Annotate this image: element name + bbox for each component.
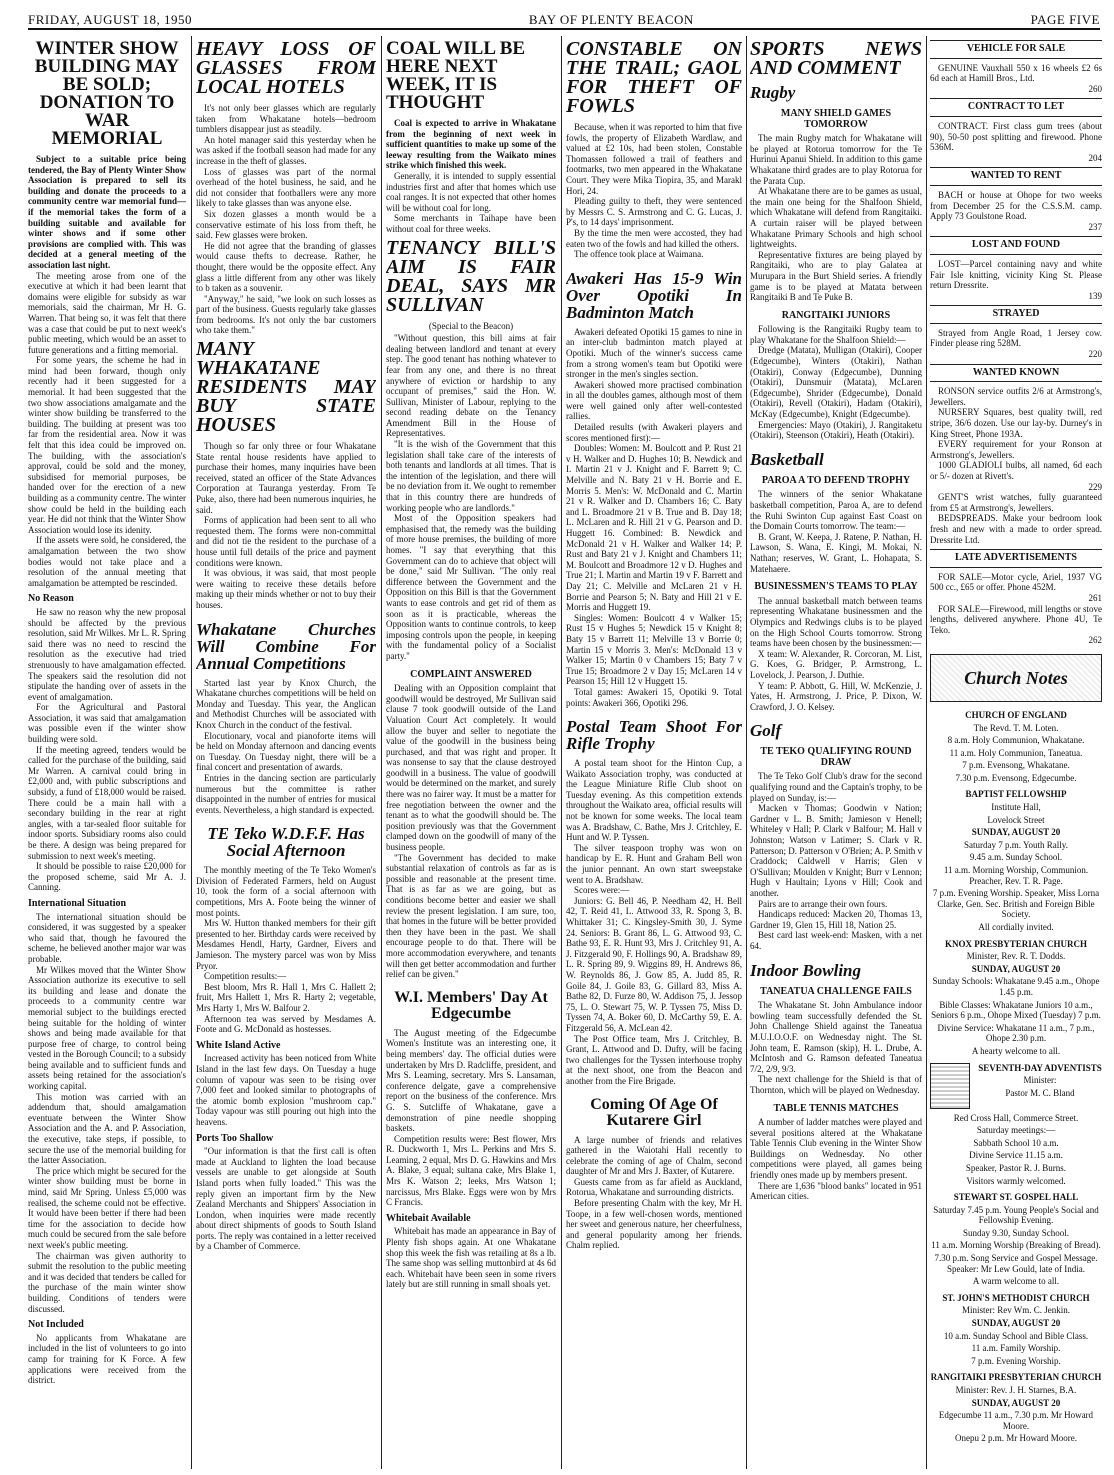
article-paragraph: If the meeting agreed, tenders would be called for the purchase of the building, said Mr Warren. A carnival could bring in £2,000 and, with public subscriptions and subsidy, a fund of £18,000 would be raised. There could be a main hall with a secondary building in the rear at right angles, with a tar-sealed floor suitable for indoor sports. Subsidiary rooms also could be there. A design was being prepared for submission to next week's meeting.: [28, 744, 186, 861]
headline-glasses: HEAVY LOSS OF GLASSES FROM LOCAL HOTELS: [196, 38, 376, 98]
church-name: STEWART ST. GOSPEL HALL: [953, 1192, 1079, 1203]
church-notes-title: Church Notes: [964, 667, 1068, 688]
church-line: Saturday 7 p.m. Youth Rally.: [964, 839, 1068, 850]
article-paragraph: Doubles: Women: M. Boulcott and P. Rust 21 v H. Walker and D. Hughes 10; B. Newdick and I. Martin 21 v J. Knight and F. Barrett 9; C. Melville and N. Baty 21 v H. Borrie and E. Morris 5. Men's: W. McDonald and C. Martin 21 v R. Walker and D. Chambers 16; C. Baty and L. Broadmore 21 v B. True and B. Day 18; L. McLaren and R. Hill 21 v G. Pearson and D. Huggett 16. Combined: B. Newdick and McDonald 21 v H. Walker and Walker 14; P. Rust and Baty 21 v J. Knight and Chambers 11; M. Boulcott and Broadmore 12 v D. Hughes and True 21; I. Martin and Martin 19 v F. Barrett and Day 21; C. Melville and McLaren 21 v H. Borrie and Pearson 5; N. Baty and Hill 21 v E. Morris and Huggett 19.: [566, 443, 742, 613]
article-paragraph: The Whakatane St. John Ambulance indoor bowling team successfully defended the St. John Challenge Shield against the Taneatua M.U.I.O.O.F. on Wednesday night. The St. John team, E. Ramson (skip), H. L. Drube, A. McIntosh and G. Ramson defeated Taneatua 7/2, 2/9, 9/3.: [750, 1000, 922, 1074]
subheading: Whitebait Available: [386, 1212, 471, 1224]
article-paragraph: Total games: Awakeri 15, Opotiki 9. Total points: Awakeri 366, Opotiki 296.: [566, 686, 742, 708]
church-line: Saturday 7.45 p.m. Young People's Social and Fellowship Evening.: [933, 1204, 1099, 1226]
classified-ad: NURSERY Squares, best quality twill, red stripe, 36/6 dozen. Use our lay-by. Durney's in King Street, Phone 193A.: [930, 407, 1102, 439]
ad-number: 229: [1088, 481, 1102, 492]
article-paragraph: Whitebait has made an appearance in Bay of Plenty fish shops again. At one Whakatane shop this week the fish was retailing at 8s a lb. The same shop was selling muttonbird at 4s 6d each. Whitebait have been seen in some rivers lately but are still running in small shoals yet.: [386, 1226, 556, 1290]
article-paragraph: Dealing with an Opposition complaint that goodwill would be destroyed, Mr Sullivan said clause 7 took goodwill outside of the Land Valuation Court Act completely. It would allow the buyer and seller to negotiate the value of the goodwill in the business being purchased, and that was right and proper. It was nonsense to say that the clause destroyed goodwill in a business. The value of goodwill would be determined on the market, and surely there was no fairer way. It must be a matter for free negotiation between the owner and the tenant as to what the goodwill should be. The position previously was that the Government clamped down on the goodwill of many of the business people.: [386, 683, 556, 853]
church-name: ST. JOHN'S METHODIST CHURCH: [942, 1292, 1090, 1303]
article-paragraph: The offence took place at Waimana.: [574, 249, 704, 260]
church-name: CHURCH OF ENGLAND: [965, 709, 1067, 720]
article-paragraph: A postal team shoot for the Hinton Cup, a Waikato Association trophy, was conducted at the League Miniature Rifle Club shoot on Tuesday evening. As this competition extends throughout the Waikato area, official results will not be known for some weeks. The local team was A. Bradshaw, C. Bathe, Mrs J. Critchley, E. Hunt and W. P. Tyssen.: [566, 758, 742, 843]
article-paragraph: "It is the wish of the Government that this legislation shall take care of the interests of both tenants and landlords at all times. That is the intention of the legislation, and there will be no deviation from it. We ought to remember that in this country there are hundreds of working people who are landlords.": [386, 439, 556, 513]
headline-winter-show: WINTER SHOW BUILDING MAY BE SOLD; DONATION TO WAR MEMORIAL: [34, 38, 180, 149]
article-paragraph: An hotel manager said this yesterday when he was asked if the football season had made for any increase in the theft of glasses.: [196, 134, 376, 166]
ad-heading: CONTRACT TO LET: [930, 98, 1102, 117]
headline-churches: Whakatane Churches Will Combine For Annual Competitions: [196, 619, 376, 673]
article-paragraph: Singles: Women: Boulcott 4 v Walker 15; Rust 15 v Hughes 5; Newdick 15 v Knight 8; Baty 15 v Barrett 11; Melville 13 v Borrie 0; Martin 15 v Morris 3. Men's: McDonald 13 v Walker 15; Martin 0 v Chambers 15; Baty 7 v True 15; Broadmore 2 v Day 15; McLaren 14 v Pearson 15; Hill 12 v Huggett 15.: [566, 612, 742, 687]
headline-rifle: Postal Team Shoot For Rifle Trophy: [566, 717, 742, 754]
article-paragraph: Macken v Thomas; Goodwin v Nation; Gardner v L. B. Smith; Jamieson v Henell; Whiteley v Hall; P. Clark v Balfour; M. Hall v Johnston; Watson v Latimer; S. Clark v R. Patterson; D. Patterson v O'Brien; A. P. Smith v Craddock; Caldwell v Harris; Glen v O'Sullivan; Moulden v Knight; Burr v Lennon; Hugh v Haultain; Lyons v Hill; Cook and another.: [750, 803, 922, 898]
church-name: KNOX PRESBYTERIAN CHURCH: [944, 938, 1087, 949]
subheading: COMPLAINT ANSWERED: [410, 668, 532, 680]
ad-heading: LOST AND FOUND: [930, 236, 1102, 255]
article-lead: Coal is expected to arrive in Whakatane from the beginning of next week in sufficient quantities to make up some of the leeway resulting from the Waikato mines strike which finished this week.: [386, 118, 556, 171]
article-paragraph: The silver teaspoon trophy was won on handicap by E. R. Hunt and Graham Bell won the junior pennant. An own start sweepstake went to A. Bradshaw.: [566, 842, 742, 885]
church-notes-banner: [930, 654, 1102, 702]
article-paragraph: Emergencies: Mayo (Otakiri), J. Rangitaketu (Otakiri), Steenson (Otakiri), Heath (Otakiri).: [750, 419, 922, 441]
section-rugby: Rugby: [750, 83, 796, 102]
bible-icon: [930, 1063, 970, 1109]
section-indoor-bowling: Indoor Bowling: [750, 960, 862, 980]
subheading: MANY SHIELD GAMES TOMORROW: [780, 108, 892, 130]
church-name: RANGITAIKI PRESBYTERIAN CHURCH: [930, 1372, 1102, 1383]
article-paragraph: Though so far only three or four Whakatane State rental house residents have applied to purchase their homes, many inquiries have been received, stated an officer of the State Advances Corporation at Tauranga yesterday. From Te Puke, also, there had been numerous inquiries, he said.: [196, 441, 376, 515]
classified-ad: GENT'S wrist watches, fully guaranteed from £5 at Armstrong's, Jewellers.: [930, 492, 1102, 513]
article-paragraph: Scores were:—: [574, 885, 630, 896]
church-line: Saturday meetings:—: [976, 1125, 1056, 1136]
column-4: [566, 36, 742, 1469]
church-line: A hearty welcome to all.: [971, 1045, 1061, 1056]
classified-ad: RONSON service outfits 2/6 at Armstrong's, Jewellers.: [930, 386, 1102, 407]
church-line: Minister, Rev. R. T. Dodds.: [966, 951, 1066, 962]
article-paragraph: The chairman was given authority to submit the resolution to the public meeting and it was decided that tenders be called for the purchase of the main winter show building. Conditions of tenders were discussed.: [28, 1250, 186, 1314]
classified-ad: GENUINE Vauxhall 550 x 16 wheels £2 6s 6d each at Hamill Bros., Ltd.: [930, 62, 1102, 84]
subheading: RANGITAIKI JUNIORS: [781, 309, 891, 321]
article-paragraph: The Te Teko Golf Club's draw for the second qualifying round and the Captain's trophy, to be played on Sunday, is:—: [750, 771, 922, 803]
church-line: Sunday Schools: Whakatane 9.45 a.m., Ohope 1.45 p.m.: [932, 976, 1100, 997]
church-date: SUNDAY, AUGUST 20: [971, 1318, 1061, 1329]
church-line: 7 p.m. Evening Worship. Speaker, Miss Lorna Clarke, Gen. Sec. British and Foreign Bible Society.: [932, 888, 1100, 920]
article-paragraph: It should be possible to raise £20,000 for the proposed scheme, said Mr A. J. Canning.: [28, 861, 186, 893]
article-paragraph: Generally, it is intended to supply essential industries first and after that homes which use coal ranges. It is not expected that other homes will be without coal for long.: [386, 170, 556, 213]
article-paragraph: Entries in the dancing section are particularly numerous but the committee is rather disappointed in the number of entries for musical events. Nevertheless, a high standard is expected.: [196, 772, 376, 815]
church-line: 7 p.m. Evensong, Whakatane.: [962, 760, 1070, 771]
column-rule: [746, 36, 747, 1469]
article-paragraph: Because, when it was reported to him that five fowls, the property of Elizabeth Wardlaw, and valued at £2 10s, had been stolen, Constable Thomassen followed a trail of feathers and footmarks, two men appeared in the Whakatane Court. They were Mika Tiopira, 35, and Marakl Hori, 24.: [566, 122, 742, 196]
article-paragraph: The main Rugby match for Whakatane will be played at Rotorua tomorrow for the Te Hurinui Apanui Shield. In addition to this game Whakatane third grades are to play Rotorua for the Parata Cup.: [750, 133, 922, 186]
column-rule: [191, 36, 192, 1469]
article-paragraph: By the time the men were accosted, they had eaten two of the fowls and had killed the others.: [566, 227, 742, 249]
article-paragraph: Best card last week-end: Masken, with a net 64.: [750, 930, 922, 951]
church-line: 9.45 a.m. Sunday School.: [969, 852, 1063, 863]
church-line: Visitors warmly welcomed.: [966, 1175, 1066, 1186]
church-line: 11 a.m. Holy Communion, Taneatua.: [949, 747, 1083, 758]
column-rule: [926, 36, 927, 1469]
article-paragraph: "Our information is that the first call is often made at Auckland to lighten the load because vessels are unable to get alongside at South Island ports when fully loaded." This was the reply given an important firm by the New Zealand Merchants and Shippers' Association in London, when inquiries were made recently about direct shipments of goods to South Island ports. The reply was contained in a letter received by a Chamber of Commerce.: [196, 1146, 376, 1252]
subheading: BUSINESSMEN'S TEAMS TO PLAY: [754, 581, 918, 593]
masthead: [28, 8, 1100, 30]
article-paragraph: Guests came from as far afield as Auckland, Rotorua, Whakatane and surrounding districts.: [566, 1176, 742, 1198]
church-line: 11 a.m. Family Worship.: [971, 1343, 1061, 1354]
church-name: SEVENTH-DAY ADVENTISTS: [978, 1062, 1102, 1073]
ad-heading: VEHICLE FOR SALE: [930, 40, 1102, 59]
classified-ad: CONTRACT. First class gum trees (about 90), 50-50 post splitting and firewood. Phone 536M.: [930, 120, 1102, 153]
article-paragraph: For some years, the scheme he had in mind had been forward, though only recently had it been suggested for a memorial. It had been suggested that the two show associations amalgamate and the winter show building be transferred to the building. The building at present was too far from the residential area. Now it was felt that this idea could be improved on. The building, with the association's approval, could be sold and the money, subsidised for memorial purposes, be handed over for the erection of a new building as a community centre. The winter show could be held in the building each year. He did not think that the Winter Show Association would lose its idenity.: [28, 355, 186, 535]
classified-ad: BACH or house at Ohope for two weeks from December 25 for the C.S.S.M. camp. Apply 73 Goulstone Road.: [930, 189, 1102, 222]
column-1: [28, 36, 186, 1469]
church-line: 7.30 p.m. Evensong, Edgecumbe.: [955, 772, 1077, 783]
headline-state-houses: MANY WHAKATANE RESIDENTS MAY BUY STATE HOUSES: [196, 338, 376, 437]
classified-ad: FOR SALE—Firewood, mill lengths or stove lengths, delivered anywhere. Phone 4U, Te Teko.: [930, 603, 1102, 635]
byline: (Special to the Beacon): [428, 320, 514, 331]
ad-heading: STRAYED: [930, 305, 1102, 324]
article-paragraph: Best bloom, Mrs R. Hall 1, Mrs C. Hallett 2; fruit, Mrs Hallett 1, Mrs R. Harty 2; vegetable, Mrs Harty 1, Mrs W. Balfour 2.: [196, 981, 376, 1013]
church-line: Divine Service 11.15 a.m.: [969, 1150, 1063, 1161]
church-line: Edgecumbe 11 a.m., 7.30 p.m. Mr Howard Moore.: [938, 1410, 1094, 1431]
article-paragraph: Mrs W. Hutton thanked members for their gift presented to her. Birthday cards were received by Mesdames Hendl, Harty, Gardner, Eivers and Jamieson. The mystery parcel was won by Miss Pryor.: [196, 918, 376, 971]
church-line: 7.30 p.m. Song Service and Gospel Message. Speaker: Mr Lew Gould, late of India.: [934, 1253, 1098, 1274]
newspaper-title: BAY OF PLENTY BEACON: [528, 12, 694, 27]
article-paragraph: Handicaps reduced: Macken 20, Thomas 13, Gardner 19, Glen 15, Hill 18, Nation 25.: [750, 909, 922, 930]
section-golf: Golf: [750, 721, 782, 741]
subheading: TANEATUA CHALLENGE FAILS: [760, 985, 912, 997]
church-line: Lovelock Street: [987, 814, 1045, 825]
article-paragraph: Awakeri showed more practised combination in all the doubles games, although most of them were well gained only after well-contested rallies.: [566, 379, 742, 422]
classified-ad: BEDSPREADS. Make your bedroom look fresh and new with a made to order spread. Dressrite Ltd.: [930, 513, 1102, 545]
church-line: 11 a.m. Morning Worship, Communion. Preacher, Rev. T. R. Page.: [943, 865, 1089, 886]
article-paragraph: For the Agricultural and Pastoral Association, it was said that amalgamation was possible even if the winter show building were sold.: [28, 702, 186, 745]
ad-number: 220: [1088, 349, 1102, 360]
church-line: Sabbath School 10 a.m.: [973, 1137, 1059, 1148]
church-line: Sunday 9.30, Sunday School.: [962, 1227, 1069, 1238]
section-basketball: Basketball: [750, 449, 824, 469]
column-2: [196, 36, 376, 1469]
headline-constable: CONSTABLE ON THE TRAIL; GAOL FOR THEFT OF FOWLS: [566, 38, 742, 117]
church-line: Divine Service: Whakatane 11 a.m., 7 p.m., Ohope 2.30 p.m.: [937, 1022, 1095, 1044]
article-paragraph: B. Grant, W. Keepa, J. Ratene, P. Nathan, H. Lawson, S. Wana, E. Kingi, M. Mokai, N. Nathan; reserves, W. Grant, L. Hohapata, S. Matehaere.: [750, 531, 922, 574]
article-paragraph: The annual basketball match between teams representing Whakatane businessmen and the Olympics and Redwings clubs is to be played on the High School Courts tomorrow. Strong teams have been chosen by the businessmen:—: [750, 595, 922, 649]
article-paragraph: A number of ladder matches were played and several positions altered at the Whakatane Table Tennis Club evening in the Winter Show Buildings on Wednesday. No other competitions were played, all games being friendly ones made up by members present.: [750, 1117, 922, 1181]
article-paragraph: "The Government has decided to make substantial relaxation of controls as far as is possible and reasonable at the present time. That is as far as we are going, but as conditions become better and easier we shall review the present legislation. I am sure, too, that homes in the future will be better provided then they have been in the past. We shall encourage people to do that. There will be more accommodation everywhere, and tenants will then get better accommodation and further relief can be given.": [386, 852, 556, 980]
ad-number: 237: [1088, 221, 1102, 232]
church-line: All cordially invited.: [978, 922, 1054, 932]
article-paragraph: Most of the Opposition speakers had emphasised that, the remedy was the building of more house premises, the building of more homes. "I say that everything that this Government can do to achieve that object will be done," said Mr Sullivan. "The only real difference between the Government and the Opposition on this Bill is that the Government wants to ease controls and get rid of them as soon as it is practicable, whereas the Opposition wants to continue controls, to keep imposing controls upon the people, in keeping with the fundamental policy of a Socialist party.": [386, 513, 556, 661]
article-paragraph: The monthly meeting of the Te Teko Women's Division of Federated Farmers, held on August 10, took the form of a social afternoon with competitions, Mrs A. Foote being the winner of most points.: [196, 865, 376, 918]
ad-number: 261: [1088, 592, 1102, 603]
church-line: Minister:: [1023, 1075, 1057, 1086]
article-paragraph: A large number of friends and relatives gathered in the Waiotahi Hall recently to celebrate the coming of age of Chalm, second daughter of Mr and Mrs J. Baxter, of Kutarere.: [566, 1134, 742, 1177]
church-line: Speaker, Pastor R. J. Burns.: [965, 1162, 1067, 1173]
article-paragraph: Juniors: G. Bell 46, P. Needham 42, H. Bell 42, T. Reid 41, L. Attwood 33, R. Spong 3, B. Whittaker 31; C. Kingsley-Smith 30, J. Syme 24. Seniors: B. Grant 86, L. G. Attwood 93, C. Bathe 93, E. R. Hunt 93, Mrs J. Critchley 91, A. J. Fitzgerald 90, F. Hollings 90, A. Bradshaw 89, L. R. Spring 89, 9. Wiggins 89, H. Andrews 86, W. Reynolds 86, J. Gow 85, A. Judd 85, R. Goile 84, J. Goile 83, G. Gillard 83, Miss A. Bathe 82, D. Furze 80, W. Addison 75, J. Jessop 75, L. O. Stewart 75, W. P. Tyssen 75, Miss D. Tyssen 74, A. Boker 60, D. McCarthy 59, E. A. Fitzgerald 56, A. McLean 42.: [566, 895, 742, 1033]
church-line: The Revd. T. M. Loten.: [973, 722, 1059, 733]
subheading: PAROA A TO DEFEND TROPHY: [761, 474, 911, 486]
article-paragraph: Detailed results (with Awakeri players and scores mentioned first):—: [566, 422, 742, 443]
church-date: SUNDAY, AUGUST 20: [971, 827, 1061, 838]
article-paragraph: Competition results were: Best flower, Mrs R. Duckworth 1, Mrs L. Perkins and Mrs S. Leaming, 2 equal, Mrs D. G. Hawkins and Mrs A. Blake, 3 equal; sultana cake, Mrs Blake 1, Mrs K. Watson 2; leeks, Mrs Watson 1; narcissus, Mrs Blake. Eggs were won by Mrs C Francis.: [386, 1133, 556, 1208]
article-paragraph: Competition results:—: [204, 971, 287, 982]
classified-ad: Strayed from Angle Road, 1 Jersey cow. Finder please ring 528M.: [930, 327, 1102, 349]
article-paragraph: The winners of the senior Whakatane basketball competition, Paroa A, are to defend the Ruhi Swinton Cup against East Coast on the Domain Courts tomorrow. The team:—: [750, 489, 922, 532]
article-paragraph: Increased activity has been noticed from White Island in the last few days. On Tuesday a huge column of vapour was seen to be rising over 7,000 feet and looked similar to photographs of the atomic bomb explosion "mushroom cap." Today vapour was still pouring out high into the heavens.: [196, 1053, 376, 1127]
column-3: [386, 36, 556, 1469]
article-lead: Subject to a suitable price being tendered, the Bay of Plenty Winter Show Association is prepared to sell its building and donate the proceeds to a community centre war memorial fund—if the memorial takes the form of a building suitable and available for winter shows and if some other provisions are complied with. This was decided at a general meeting of the association last night.: [28, 154, 186, 270]
article-paragraph: Y team: P. Abbott, G. Hill, W. McKenzie, J. Yates, H. Armstrong, J. Price, P. Dixon, W. Crawford, J. O. Kelsey.: [750, 680, 922, 712]
church-line: 7 p.m. Evening Worship.: [971, 1355, 1061, 1366]
article-paragraph: Before presenting Chalm with the key, Mr H. Toope, in a few well-chosen words, mentioned her sweet and generous nature, her cheerfulness, and general popularity among her friends. Chalm replied.: [566, 1198, 742, 1251]
subheading: TABLE TENNIS MATCHES: [773, 1102, 899, 1114]
headline-wdff: TE Teko W.D.F.F. Has Social Afternoon: [207, 824, 365, 861]
classified-ad: 1000 GLADIOLI bulbs, all named, 6d each or 5/- dozen at Rivett's.: [930, 460, 1102, 481]
ad-heading: LATE ADVERTISEMENTS: [930, 549, 1102, 568]
article-paragraph: The international situation should be considered, it was suggested by a speaker who said that, though he favoured the scheme, he believed another major war was probable.: [28, 911, 186, 964]
subheading: TE TEKO QUALIFYING ROUND DRAW: [760, 746, 912, 768]
ad-heading: WANTED TO RENT: [930, 167, 1102, 186]
article-paragraph: Afternoon tea was served by Mesdames A. Foote and G. McDonald as hostesses.: [196, 1013, 376, 1035]
article-paragraph: There are 1,636 "blood banks" located in 951 American cities.: [750, 1180, 922, 1202]
article-paragraph: "Without question, this bill aims at fair dealing between landlord and tenant at every step. The good tenant has nothing whatever to fear from any one, and there is no threat anywhere of eviction or hardship to any occupant of premises," said the Hon. W. Sullivan, Minister of Labour, replying to the second reading debate on the Tenancy Amendment Bill in the House of Representatives.: [386, 333, 556, 439]
article-paragraph: The price which might be secured for the winter show building must be borne in mind, said Mr Spring. Unless £5,000 was realised, the scheme could not be effective. It would have been better if there had been time for the association to decide how much could be secured from the sale before next week's public meeting.: [28, 1165, 186, 1250]
church-date: SUNDAY, AUGUST 20: [971, 963, 1061, 974]
article-paragraph: Pleading guilty to theft, they were sentenced by Messrs C. S. Armstrong and C. G. Lucas, J. P's, to 14 days' imprisonment.: [566, 196, 742, 228]
article-paragraph: Started last year by Knox Church, the Whakatane churches competitions will be held on Monday and Tuesday. This year, the Anglican and Methodist Churches will be associated with Knox Church in the conduct of the festival.: [196, 677, 376, 730]
column-6-classifieds: [930, 36, 1102, 1469]
ad-number: 204: [1088, 152, 1102, 163]
ad-heading: WANTED KNOWN: [930, 364, 1102, 383]
column-5: [750, 36, 922, 1469]
article-paragraph: It's not only beer glasses which are regularly taken from Whakatane hotels—bedroom tumblers disappear just as steadily.: [196, 103, 376, 135]
article-paragraph: No applicants from Whakatane are included in the list of volunteers to go into camp for training for K Force. A few applications were received from the district.: [28, 1332, 186, 1386]
church-line: Minister: Rev Wm. C. Jenkin.: [961, 1305, 1071, 1316]
church-line: 8 a.m. Holy Communion, Whakatane.: [947, 735, 1085, 746]
church-line: Bible Classes: Whakatane Juniors 10 a.m., Seniors 6 p.m., Ohope Mixed (Tuesday) 7 p.m.: [931, 999, 1101, 1021]
article-paragraph: Dredge (Matata), Mulligan (Otakiri), Cooper (Edgecumbe), Winters (Otakiri), Nathan (Otakiri), Conway (Edgecumbe), Dunning (Otakiri), Dunsmuir (Matata), McLaren (Edgecumbe), Shrider (Edgecumbe), Donald (Otakiri), Revell (Otakiri), Hadam (Otakiri), McKay (Edgecumbe), Knight (Edgecumbe).: [750, 345, 922, 420]
church-line: 11 a.m. Morning Worship (Breaking of Bread).: [931, 1240, 1101, 1251]
church-line: A warm welcome to all.: [972, 1276, 1060, 1287]
headline-sports: SPORTS NEWS AND COMMENT: [750, 38, 922, 79]
headline-coal: COAL WILL BE HERE NEXT WEEK, IT IS THOUGHT: [386, 38, 526, 113]
article-paragraph: Loss of glasses was part of the normal overhead of the hotel business, he said, and he did not consider that footballers were any more likely to take glasses than was anyone else.: [196, 166, 376, 209]
article-paragraph: This motion was carried with an addendum that, should amalgamation eventuate between the Winter Show Association and the A. and P. Association, the executive, take steps, if possible, to secure the use of the memorial building for the latter Association.: [28, 1091, 186, 1166]
classified-ad: LOST—Parcel containing navy and white Fair Isle knitting, vicinity King St. Please return Dressrite.: [930, 258, 1102, 291]
church-line: Red Cross Hall, Commerce Street.: [953, 1112, 1079, 1123]
headline-kutarere: Coming Of Age Of Kutarere Girl: [590, 1095, 718, 1129]
article-paragraph: If the assets were sold, he considered, the amalgamation between the two show bodies would not take place and a resolution of the annual meeting that amalgamation be attempted be rescinded.: [28, 535, 186, 588]
classified-ad: FOR SALE—Motor cycle, Ariel, 1937 VG 500 cc., £65 or offer. Phone 452M.: [930, 571, 1102, 593]
ad-number: 139: [1088, 290, 1102, 301]
article-paragraph: The meeting arose from one of the executive at which it had been learnt that domains were eligible for subsidy as war memorials, said the chairman, Mr H. G. Warren. That being so, it was felt that there was a case that could be put to next week's public meeting, which would be an asset to future generations and a fitting memorial.: [28, 270, 186, 355]
article-paragraph: The August meeting of the Edgecumbe Women's Institute was an interesting one, it being members' day. The official duties were undertaken by Mrs D. Radcliffe, president, and Mrs S. Leaming, secretary. Mrs S. Lansaman, conference delgate, gave a comprehensive report on the business of the conference. Mrs G. S. Sutcliffe of Whakatane, gave a demonstration of pine needle shopping baskets.: [386, 1027, 556, 1134]
article-paragraph: Awakeri defeated Opotiki 15 games to nine in an inter-club badminton match played at Opotiki. Much of the winner's success came from a strong women's team but Opotiki were stronger in the men's singles section.: [566, 326, 742, 380]
article-paragraph: It was obvious, it was said, that most people were waiting to receive these details before making up their minds whether or not to buy their houses.: [196, 568, 376, 610]
article-paragraph: At Whakatane there are to be games as usual, the main one being for the Shalfoon Shield, which Whakatane will defend from Rangitaiki. A curtain raiser will be played between Whakatane Primary Schools and high school lightweights.: [750, 186, 922, 250]
subheading: Ports Too Shallow: [196, 1132, 274, 1144]
headline-badminton: Awakeri Has 15-9 Win Over Opotiki In Badminton Match: [566, 268, 742, 322]
subheading: International Situation: [28, 897, 127, 909]
column-rule: [381, 36, 382, 1469]
church-line: Institute Hall,: [991, 802, 1041, 813]
church-name: BAPTIST FELLOWSHIP: [965, 789, 1067, 800]
article-paragraph: He did not agree that the branding of glasses would cause thefts to decrease. Rather, he thought, there would be the opposite effect. Any glass a little different from any other was likely to b taken as a souvenir.: [196, 240, 376, 294]
article-paragraph: X team: W. Alexander, R. Corcoran, M. List, G. Koes, G. Bridger, P. Armstrong, L. Lovelock, J. Pearson, J. Duthie.: [750, 648, 922, 680]
column-rule: [561, 36, 562, 1469]
article-paragraph: Following is the Rangitaiki Rugby team to play Whakatane for the Shalfoon Shield:—: [750, 324, 922, 345]
church-date: SUNDAY, AUGUST 20: [971, 1397, 1061, 1408]
classified-ad: EVERY requirement for your Ronson at Armstrong's, Jewellers.: [930, 439, 1102, 460]
headline-wi-members: W.I. Members' Day At Edgecumbe: [394, 988, 548, 1022]
article-paragraph: The next challenge for the Shield is that of Thornton, which will be played on Wednesday.: [750, 1074, 922, 1095]
subheading: White Island Active: [196, 1039, 281, 1051]
article-paragraph: Mr Wilkes moved that the Winter Show Association authorize its executive to sell its building and lease and donate the proceeds to a community centre war memorial subject to the buildings erected being suitable for the holding of winter shows and being made available for that purpose free of charge, to control being vested in the Borough Council; to a subsidy being available and to sufficient funds and assets being retained for the association's working capital.: [28, 964, 186, 1092]
article-paragraph: Some merchants in Taihape have been without coal for three weeks.: [386, 213, 556, 234]
article-paragraph: Elocutionary, vocal and pianoforte items will be held on Monday afternoon and dancing events on Tuesday. On Tuesday night, there will be a final concert and presentation of awards.: [196, 730, 376, 773]
issue-date: FRIDAY, AUGUST 18, 1950: [28, 12, 193, 27]
church-line: Pastor M. C. Bland: [1005, 1087, 1075, 1098]
ad-number: 260: [1088, 83, 1102, 94]
church-line: Onepu 2 p.m. Mr Howard Moore.: [955, 1433, 1077, 1444]
article-paragraph: Representative fixtures are being played by Rangitaiki, who are to play Galatea at Murupara in the Burt Shield series. A friendly game is to be played at Matata between Rangitaiki B and Te Puke B.: [750, 249, 922, 303]
article-paragraph: He saw no reason why the new proposal should be affected by the previous resolution, said Mr Wilkes. Mr L. R. Spring said there was no need to rescind the resolution as the executive had tried strenuously to have amalgamation effected. The speakers said the resolution did not stipulate the handing over of assets in the event of amalgamation.: [28, 606, 186, 702]
article-paragraph: Forms of application had been sent to all who requested them. The forms were non-committal and did not tie the resident to the purchase of a house until full details of the price and payment conditions were known.: [196, 515, 376, 568]
subheading: No Reason: [28, 593, 74, 605]
article-paragraph: The Post Office team, Mrs J. Critchley, B. Grant, L. Attwood and D. Dufty, will be facing two challenges for the Tyssen interhouse trophy at the next shoot, one from the Beacon and another from the Fire Brigade.: [566, 1033, 742, 1086]
page-number: PAGE FIVE: [1030, 12, 1100, 27]
article-paragraph: Pairs are to arrange their own fours.: [758, 898, 888, 909]
headline-tenancy: TENANCY BILL'S AIM IS FAIR DEAL, SAYS MR SULLIVAN: [386, 236, 556, 316]
article-paragraph: Six dozen glasses a month would be a conservative estimate of his loss from theft, he said. Few glasses were broken.: [196, 208, 376, 241]
subheading: Not Included: [28, 1319, 84, 1331]
ad-number: 262: [1088, 635, 1102, 646]
church-line: 10 a.m. Sunday School and Bible Class.: [943, 1330, 1089, 1341]
article-paragraph: "Anyway," he said, "we look on such losses as part of the business. Guests regularly take glasses from bedrooms. It's not only the bar customers who take them.": [196, 293, 376, 336]
church-line: Minister: Rev. J. H. Starnes, B.A.: [955, 1385, 1077, 1395]
